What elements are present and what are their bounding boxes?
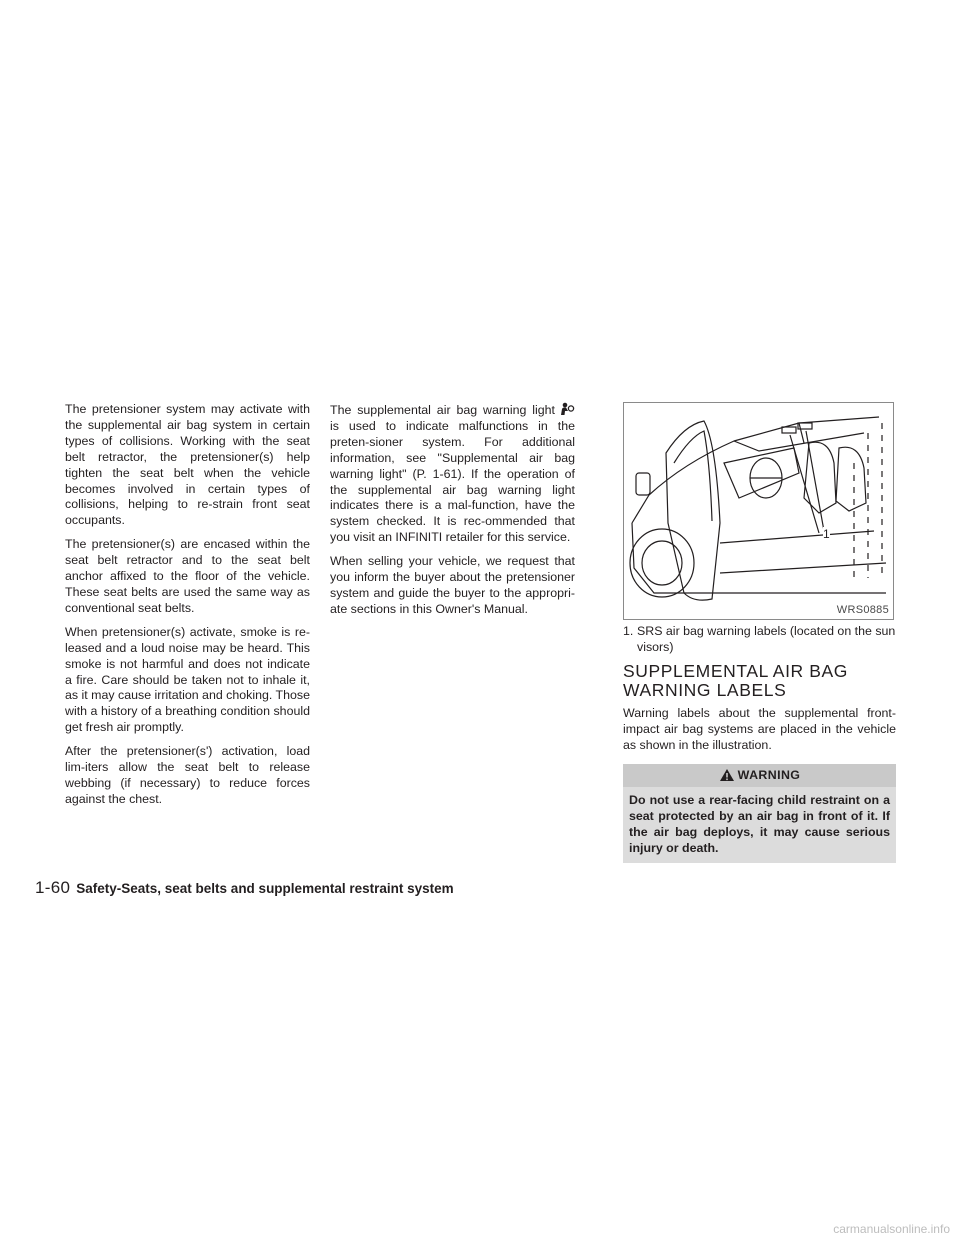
watermark: carmanualsonline.info (833, 1222, 950, 1236)
figure-code: WRS0885 (836, 603, 890, 619)
caption-text: SRS air bag warning labels (located on the sun visors) (637, 624, 896, 654)
airbag-warning-icon (559, 402, 575, 416)
paragraph: When pretensioner(s) activate, smoke is re-leased and a loud noise may be heard. This smoke is not harmful and does not indicate a fire. Care should be taken not to inhale it, as it may cause irritation and choking. Those with a history of a breathing condition should get fresh air promptly. (65, 624, 310, 735)
paragraph: Warning labels about the supplemental front-impact air bag systems are placed in the vehicle as shown in the illustration. (623, 705, 896, 752)
paragraph: The pretensioner system may activate with the supplemental air bag system in certain types of collisions. Working with the seat belt retractor, the pretensioner(s) help tighten the seat belt when the vehicle becomes involved in certain types of collisions, helping to re-strain front seat occupants. (65, 402, 310, 528)
warning-title: WARNING (737, 767, 801, 782)
warning-text: Do not use a rear-facing child restraint on a seat protected by an air bag in front of it. If the air bag deploys, it may cause serious injury or death. (629, 793, 890, 856)
page-footer (35, 878, 454, 898)
paragraph: The pretensioner(s) are encased within the seat belt retractor and to the seat belt anchor affixed to the floor of the vehicle. These seat belts are used the same way as conventional seat belts. (65, 537, 310, 615)
section-heading: SUPPLEMENTAL AIR BAG WARNING LABELS (623, 660, 848, 700)
warning-header (623, 764, 896, 788)
vehicle-interior-illustration (623, 402, 894, 620)
warning-triangle-icon (719, 768, 735, 782)
callout-number: 1 (823, 527, 830, 541)
caption-number: 1. (623, 624, 634, 638)
left-column (65, 402, 310, 816)
page-number: 1-60 (35, 878, 71, 897)
footer-section-title: Safety-Seats, seat belts and supplemental restraint system (76, 881, 454, 896)
paragraph: After the pretensioner(s') activation, load lim-iters allow the seat belt to release webbing (if necessary) to reduce forces against the chest. (65, 744, 310, 806)
vehicle-drawing (624, 403, 895, 621)
paragraph (330, 402, 575, 546)
paragraph: When selling your vehicle, we request that you inform the buyer about the pretensioner system and guide the buyer to the appropri-ate sections in this Owner's Manual. (330, 554, 575, 616)
paragraph-lead: The supplemental air bag warning light (330, 403, 555, 417)
middle-column (330, 402, 575, 626)
figure-caption (623, 624, 896, 656)
right-column (623, 402, 896, 863)
warning-box (623, 764, 896, 864)
paragraph-rest: is used to indicate malfunctions in the preten-sioner system. For additional information, see "Supplemental air bag warning light" (P. 1-61). If the operation of the supplemental air bag warning light indicates there is a mal-function, have the system checked. It is rec-ommended that you visit an INFINITI retailer for this service. (330, 418, 575, 545)
